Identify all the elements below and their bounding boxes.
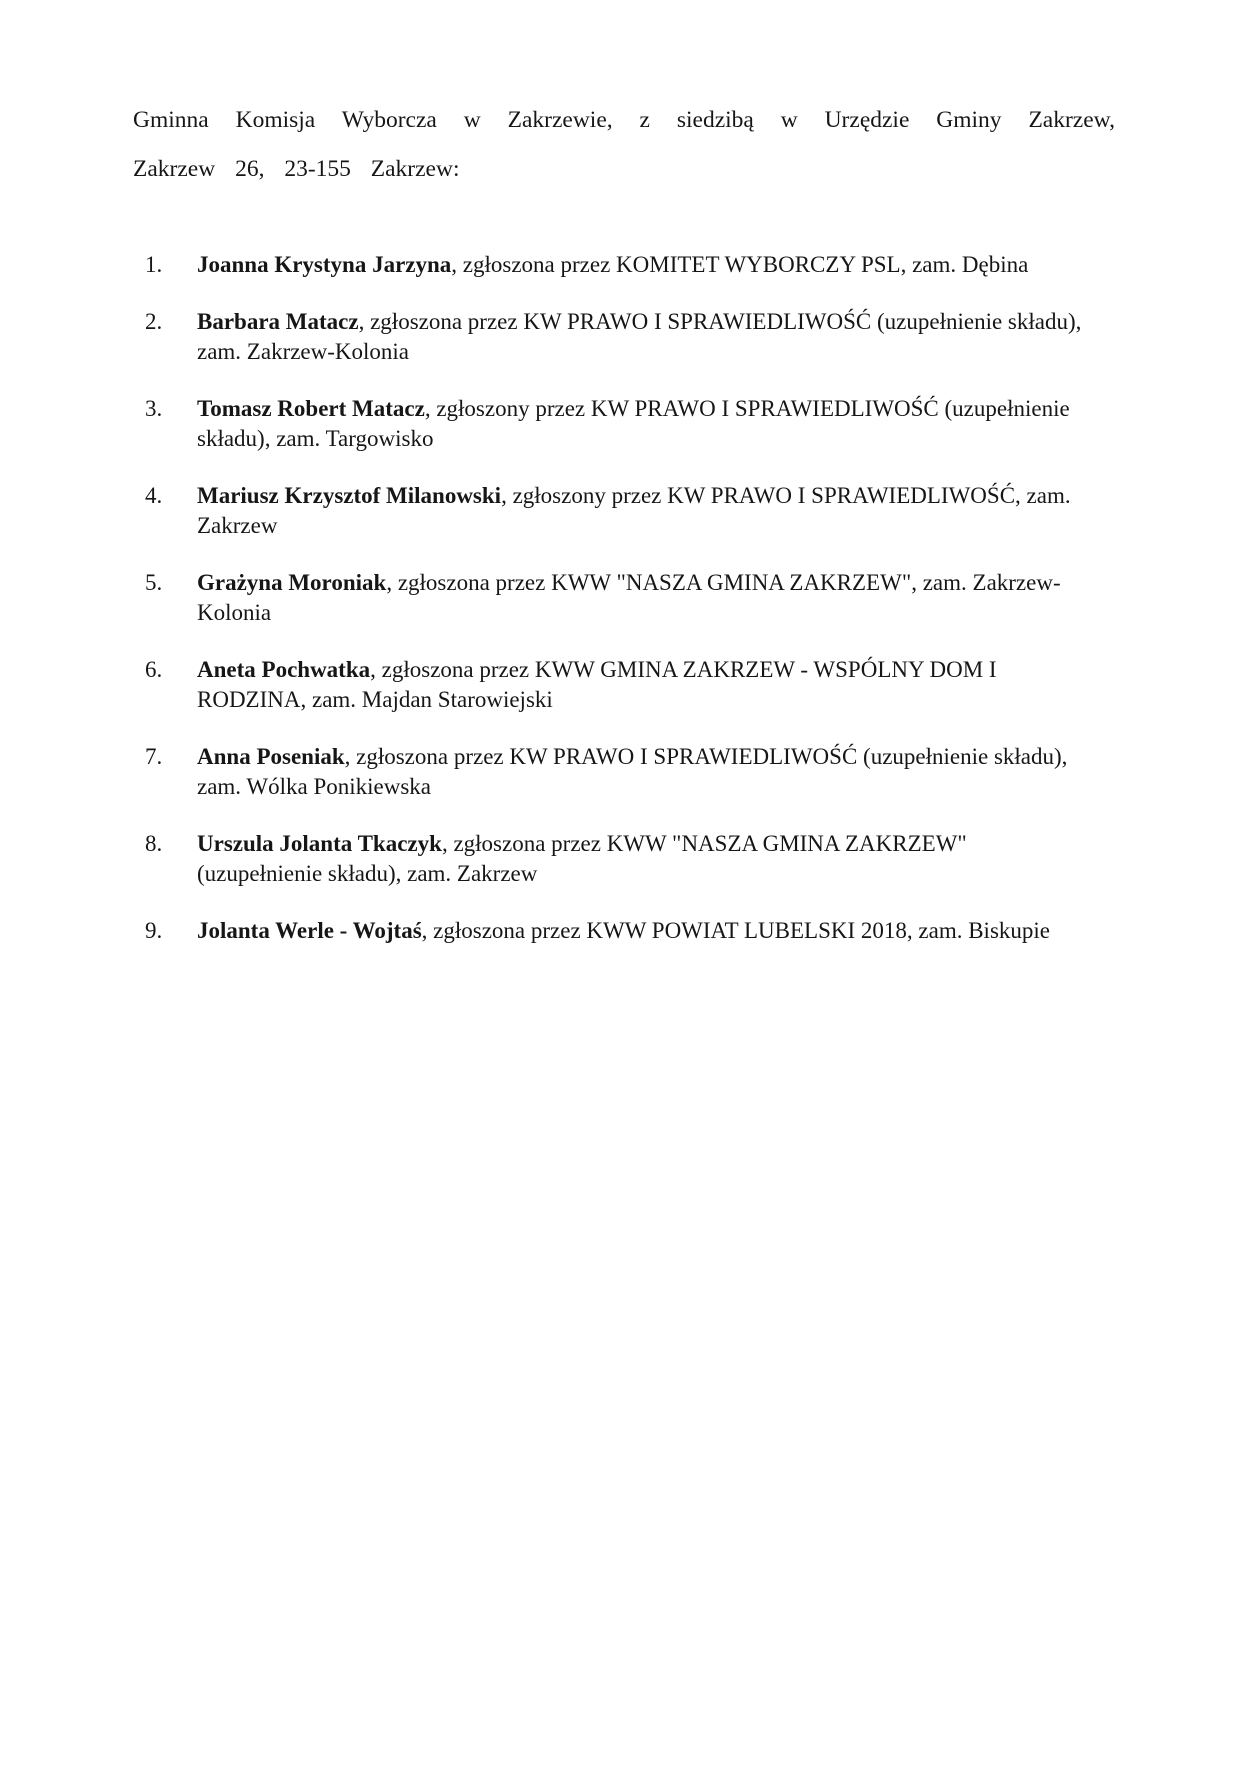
item-number: 6.: [145, 657, 163, 682]
member-name: Aneta Pochwatka: [197, 657, 371, 682]
item-number: 9.: [145, 918, 163, 943]
list-item: [145, 307, 1105, 367]
item-text: [197, 916, 1097, 946]
member-details: , zgłoszona przez KW PRAWO I SPRAWIEDLIWOŚĆ (uzupełnienie składu), zam. Zakrzew-Kolonia: [197, 309, 1082, 364]
item-text: [197, 568, 1097, 628]
member-details: , zgłoszona przez KOMITET WYBORCZY PSL, zam. Dębina: [451, 252, 1029, 277]
list-item: [145, 916, 1105, 946]
list-item: [145, 655, 1105, 715]
list-item: [145, 481, 1105, 541]
list-item: [145, 568, 1105, 628]
item-number: 4.: [145, 483, 163, 508]
list-item: [145, 829, 1105, 889]
member-details: , zgłoszona przez KWW GMINA ZAKRZEW - WSPÓLNY DOM I RODZINA, zam. Majdan Starowiejski: [197, 657, 997, 712]
member-name: Anna Poseniak: [197, 744, 345, 769]
member-details: , zgłoszona przez KWW "NASZA GMINA ZAKRZEW", zam. Zakrzew-Kolonia: [197, 570, 1061, 625]
member-details: , zgłoszony przez KW PRAWO I SPRAWIEDLIWOŚĆ (uzupełnienie składu), zam. Targowisko: [197, 396, 1070, 451]
item-text: [197, 481, 1097, 541]
member-details: , zgłoszona przez KWW POWIAT LUBELSKI 2018, zam. Biskupie: [421, 918, 1050, 943]
list-item: [145, 394, 1105, 454]
item-text: [197, 307, 1097, 367]
member-name: Mariusz Krzysztof Milanowski: [197, 483, 502, 508]
member-name: Urszula Jolanta Tkaczyk: [197, 831, 442, 856]
item-number: 2.: [145, 309, 163, 334]
member-name: Tomasz Robert Matacz: [197, 396, 425, 421]
item-text: [197, 394, 1097, 454]
item-number: 5.: [145, 570, 163, 595]
item-text: [197, 829, 1097, 889]
member-name: Grażyna Moroniak: [197, 570, 387, 595]
member-details: , zgłoszony przez KW PRAWO I SPRAWIEDLIWOŚĆ, zam. Zakrzew: [197, 483, 1071, 538]
member-details: , zgłoszona przez KWW "NASZA GMINA ZAKRZEW" (uzupełnienie składu), zam. Zakrzew: [197, 831, 967, 886]
list-item: [145, 250, 1105, 280]
item-text: [197, 250, 1097, 280]
item-number: 3.: [145, 396, 163, 421]
member-name: Barbara Matacz: [197, 309, 359, 334]
member-name: Jolanta Werle - Wojtaś: [197, 918, 422, 943]
item-number: 1.: [145, 252, 163, 277]
list-item: [145, 742, 1105, 802]
member-list: [145, 250, 1105, 973]
item-number: 7.: [145, 744, 163, 769]
member-name: Joanna Krystyna Jarzyna: [197, 252, 452, 277]
member-details: , zgłoszona przez KW PRAWO I SPRAWIEDLIWOŚĆ (uzupełnienie składu), zam. Wólka Ponikiewska: [197, 744, 1068, 799]
item-number: 8.: [145, 831, 163, 856]
document-header: Gminna Komisja Wyborcza w Zakrzewie, z siedzibą w Urzędzie Gminy Zakrzew, Zakrzew 26, 23-155 Zakrzew:: [133, 107, 1115, 182]
item-text: [197, 655, 1097, 715]
item-text: [197, 742, 1097, 802]
